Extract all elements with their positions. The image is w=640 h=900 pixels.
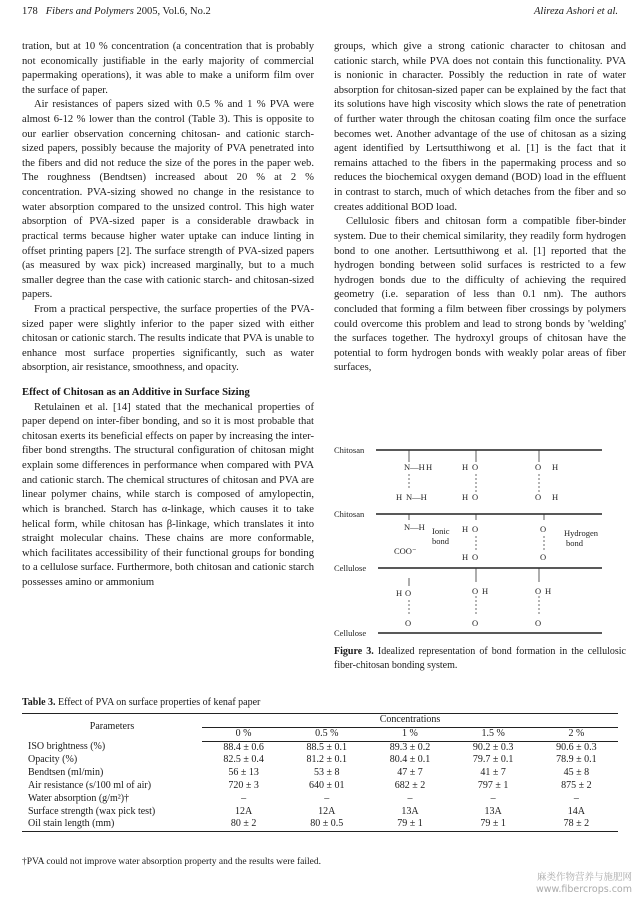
h-atom-11: H xyxy=(545,586,552,596)
page-number: 178 xyxy=(22,6,38,17)
table-cell: 13A xyxy=(401,805,419,817)
table-cell: 88.5 ± 0.1 xyxy=(306,741,348,753)
h-atom-7: H xyxy=(462,524,469,534)
table-cell: 56 ± 13 xyxy=(228,767,259,779)
table-cell: 80.4 ± 0.1 xyxy=(389,754,431,766)
label-chitosan-1: Chitosan xyxy=(334,445,365,455)
table-cell: 797 ± 1 xyxy=(477,779,509,791)
o-atom-2: O xyxy=(472,492,479,502)
o-atom-3: O xyxy=(535,462,542,472)
h-atom-5: H xyxy=(552,462,559,472)
table-cell: 78.9 ± 0.1 xyxy=(556,754,597,766)
carboxylate-group: COO⁻ xyxy=(394,546,417,556)
table-cell: 88.4 ± 0.6 xyxy=(223,741,264,753)
table-cell: 89.3 ± 0.2 xyxy=(389,741,431,753)
concentration-column-4: 2 % xyxy=(535,727,618,741)
h-atom-8: H xyxy=(462,552,469,562)
left-paragraph-1: tration, but at 10 % concentration (a concentration that is probably not economically justifiable in the early majority of commercial papermaking operations), it was able to make a uniform film over the surface of paper. xyxy=(22,41,314,96)
left-paragraph-4: Retulainen et al. [14] stated that the mechanical properties of paper depend on inter-fiber bonding, and so it is most probable that chitosan exerts its beneficial effects on paper by increasing the inter-fiber bond strengths. The structural configuration of chitosan might explain some differences in performance when compared with PVA and cationic starch. The chemical structures of chitosan and PVA are linear polymer chains, while starch is composed of amylopectin, which is branched. Starch has α-linkage, which causes it to take helical form, while chitosan has β-linkage, which translates it into straight molecular chains. These chains are more conformable, which facilitates accessibility of their functional groups for bonding to a cellulose surface. Furthermore, both chitosan and cationic starch possesses amino or ammonium xyxy=(22,401,314,588)
o-atom-11: O xyxy=(472,586,479,596)
table-footnote: †PVA could not improve water absorption property and the results were failed. xyxy=(22,857,322,867)
o-atom-9: O xyxy=(405,588,412,598)
h-atom-2: H xyxy=(396,492,403,502)
table-cell: – xyxy=(407,792,413,804)
table-cell: 13A xyxy=(484,805,502,817)
right-paragraph-2: Cellulosic fibers and chitosan form a compatible fiber-binder system. Due to their chemical similarity, they readily form hydrogen bond to one another. Lertsutthiwong et al. [1] reported that the hydrogen bonding between solid surfaces is restricted to a few hydrogen bonds due to the difficulty of achieving the required geometry (i.e. separation of less than 0.1 nm). The authors concluded that forming a film between fiber crossings by polymers could overcome this problem and lead to strong bonds by 'welding' the surfaces together. The hydroxyl groups of chitosan have the potential to form hydrogen bonds with weakly polar areas of fiber surfaces, xyxy=(334,216,626,374)
table-cell: 47 ± 7 xyxy=(397,767,423,779)
table-caption-label: Table 3. xyxy=(22,697,56,708)
figure-caption-label: Figure 3. xyxy=(334,646,374,657)
table-row-param: Air resistance (s/100 ml of air) xyxy=(28,779,152,791)
table-cell: 12A xyxy=(234,805,253,817)
table-body xyxy=(22,741,618,832)
table-cell: 90.6 ± 0.3 xyxy=(556,741,597,753)
parameters-header: Parameters xyxy=(22,714,202,742)
table-cell: 79 ± 1 xyxy=(452,818,535,831)
table-row xyxy=(22,818,618,831)
table-caption-title: Effect of PVA on surface properties of kenaf paper xyxy=(58,697,261,708)
h-atom-1: H xyxy=(426,462,433,472)
table-cell: 41 ± 7 xyxy=(480,767,506,779)
figure-caption-text: Idealized representation of bond formation in the cellulosic fiber-chitosan bonding system. xyxy=(334,646,626,671)
table-cell: 82.5 ± 0.4 xyxy=(223,754,264,766)
watermark-line-2: www.fibercrops.com xyxy=(535,884,632,896)
concentrations-header: Concentrations xyxy=(202,714,618,728)
table-cell: 80 ± 2 xyxy=(202,818,285,831)
hydrogen-bond-label-2: bond xyxy=(566,538,583,548)
concentration-column-0: 0 % xyxy=(202,727,285,741)
o-atom-10: O xyxy=(405,618,412,628)
right-paragraph-1: groups, which give a strong cationic character to chitosan and cationic starch, while PVA does not contain this functionality. PVA is nonionic in character. Possibly the reduction in rate of water absorption for chitosan-sized paper can be explained by the fact that its solutions have high viscosity which slows the rate of penetration of further water through the chitosan coating film once the surface becomes wet. Another advantage of the use of chitosan as a sizing agent identified by Lertsutthiwong et al. [1] is the fact that it remains attached to the fibers in the papermaking process and so reduces the biochemical oxygen demand (BOD) load in the effluent in contrast to starch, much of which detaches from the fiber and so creates additional BOD load. xyxy=(334,41,626,213)
table-row xyxy=(22,793,618,806)
table-row-param: Bendtsen (ml/min) xyxy=(28,767,104,779)
table-cell: 14A xyxy=(567,805,585,817)
right-column xyxy=(334,40,626,376)
table-row xyxy=(22,767,618,780)
section-heading: Effect of Chitosan as an Additive in Surface Sizing xyxy=(22,387,250,399)
journal-volume: 2005, Vol.6, No.2 xyxy=(136,6,211,17)
amine-group-3: N—H xyxy=(404,522,425,532)
table-cell: – xyxy=(324,792,330,804)
table-caption xyxy=(22,697,260,708)
o-atom-4: O xyxy=(535,492,542,502)
table-row xyxy=(22,754,618,767)
o-atom-14: O xyxy=(535,618,542,628)
header-left xyxy=(22,6,211,17)
table-cell: 79.7 ± 0.1 xyxy=(472,754,514,766)
table-cell: 640 ± 01 xyxy=(309,779,345,791)
label-chitosan-2: Chitosan xyxy=(334,509,365,519)
table-row xyxy=(22,780,618,793)
left-paragraph-3: From a practical perspective, the surface properties of the PVA-sized paper were slightly inferior to the paper sized with either chitosan or cationic starch. The results indicate that PVA is unable to enhance most surface properties significantly, such as water absorption, air resistance, smoothness, and opacity. xyxy=(22,303,314,374)
bond-formation-figure xyxy=(334,438,626,643)
h-atom-9: H xyxy=(396,588,403,598)
table-cell: 81.2 ± 0.1 xyxy=(306,754,348,766)
table-row-param: Water absorption (g/m²)† xyxy=(28,792,130,804)
table-row xyxy=(22,806,618,819)
table-cell: 682 ± 2 xyxy=(394,779,426,791)
h-atom-10: H xyxy=(482,586,489,596)
o-atom-7: O xyxy=(540,524,547,534)
table-cell: 90.2 ± 0.3 xyxy=(472,741,514,753)
table-cell: 12A xyxy=(318,805,336,817)
table-row-param: Opacity (%) xyxy=(28,754,78,766)
journal-name: Fibers and Polymers xyxy=(45,6,134,17)
table-row-param: Surface strength (wax pick test) xyxy=(28,805,156,817)
pva-surface-properties-table xyxy=(22,713,618,832)
concentration-column-1: 0.5 % xyxy=(285,727,368,741)
table-cell: 45 ± 8 xyxy=(563,767,590,779)
ionic-bond-label: Ionic xyxy=(432,526,450,536)
table-cell: 80 ± 0.5 xyxy=(285,818,368,831)
o-atom-12: O xyxy=(472,618,479,628)
figure-caption xyxy=(334,645,626,672)
h-atom-6: H xyxy=(552,492,559,502)
o-atom-13: O xyxy=(535,586,542,596)
table-cell: 720 ± 3 xyxy=(228,779,259,791)
amine-group-1: N—H xyxy=(404,462,425,472)
table-cell: 79 ± 1 xyxy=(368,818,451,831)
left-column xyxy=(22,40,314,591)
table-row xyxy=(22,741,618,754)
bond-diagram xyxy=(334,438,626,643)
o-atom-5: O xyxy=(472,524,479,534)
o-atom-6: O xyxy=(472,552,479,562)
table-row-param: ISO brightness (%) xyxy=(28,741,106,753)
hydrogen-bond-label: Hydrogen xyxy=(564,528,598,538)
amine-group-2: N—H xyxy=(406,492,427,502)
h-atom-4: H xyxy=(462,492,469,502)
table-cell: – xyxy=(573,792,579,804)
o-atom-8: O xyxy=(540,552,547,562)
running-header xyxy=(22,6,618,22)
watermark xyxy=(536,872,632,896)
table-cell: 78 ± 2 xyxy=(535,818,618,831)
table-cell: 875 ± 2 xyxy=(561,779,592,791)
header-authors: Alireza Ashori et al. xyxy=(534,6,618,17)
label-cellulose-2: Cellulose xyxy=(334,628,367,638)
table-cell: 53 ± 8 xyxy=(314,767,340,779)
table-row-param: Oil stain length (mm) xyxy=(22,818,202,831)
table-cell: – xyxy=(490,792,496,804)
h-atom-3: H xyxy=(462,462,469,472)
table-cell: – xyxy=(241,792,247,804)
o-atom-1: O xyxy=(472,462,479,472)
label-cellulose-1: Cellulose xyxy=(334,563,367,573)
watermark-line-1: 麻类作物营养与施肥网 xyxy=(536,872,632,884)
ionic-bond-label-2: bond xyxy=(432,536,449,546)
left-paragraph-2: Air resistances of papers sized with 0.5 % and 1 % PVA were almost 6-12 % lower than the control (Table 3). This is opposite to our earlier observation concerning chitosan- and cationic starch-sized papers, possibly because the majority of PVA penetrated into the fibers and did not reduce the size of the pores in the paper web. The roughness (Bendtsen) increased about 20 % at 2 % concentration. PVA-sizing showed no change in the resistance to water absorption compared to the unsized control. This high water absorption of PVA-sized paper is a considerable drawback in practical terms because higher water uptake can induce linting in offset printing papers [2]. The surface strength of PVA-sized papers (as measured by wax pick) increased marginally, but to a much smaller degree than the case with cationic starch- and chitosan-sized papers. xyxy=(22,99,314,301)
concentration-column-2: 1 % xyxy=(368,727,451,741)
concentration-column-3: 1.5 % xyxy=(452,727,535,741)
